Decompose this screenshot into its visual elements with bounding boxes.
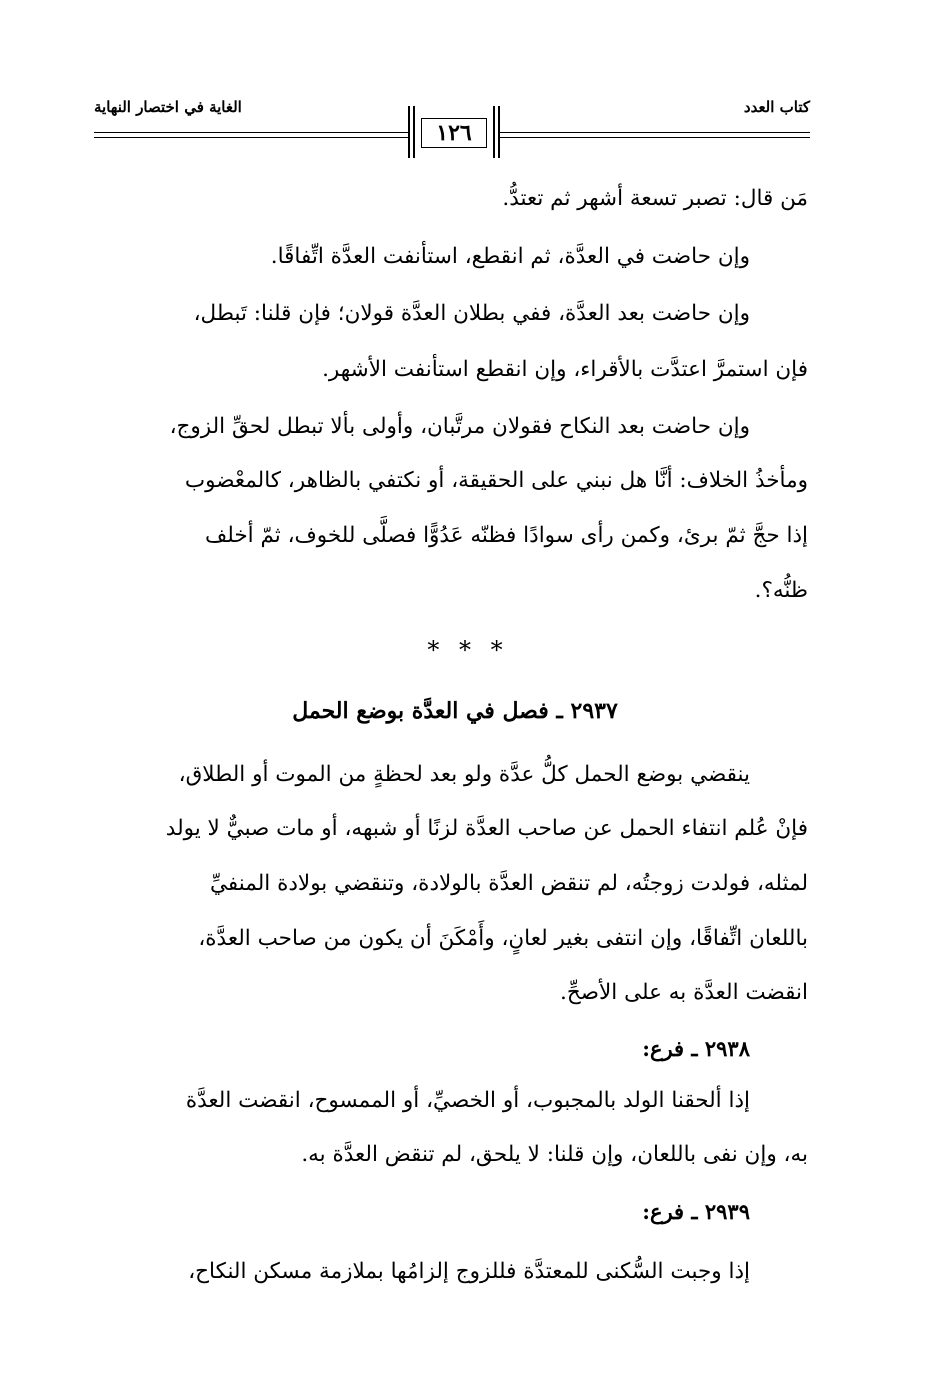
page-number-frame (408, 106, 500, 158)
text-line: وإن حاضت بعد النكاح فقولان مرتَّبان، وأولى بألا تبطل لحقِّ الزوج، (169, 414, 750, 439)
branch-title: ٢٩٣٩ ـ فرع: (642, 1199, 750, 1224)
text-line: إذا وجبت السُّكنى للمعتدَّة فللزوج إلزامُها بملازمة مسكن النكاح، (188, 1259, 750, 1284)
section-separator: * * * (427, 636, 509, 664)
text-line: ظنُّه؟. (754, 578, 808, 603)
text-line: مَن قال: تصبر تسعة أشهر ثم تعتدُّ. (502, 186, 808, 211)
chapter-title: كتاب العدد (743, 98, 810, 116)
text-line: وإن حاضت بعد العدَّة، ففي بطلان العدَّة قولان؛ فإن قلنا: تَبطل، (193, 301, 750, 326)
text-line: لمثله، فولدت زوجتُه، لم تنقض العدَّة بالولادة، وتنقضي بولادة المنفيِّ (210, 871, 808, 896)
text-line: وإن حاضت في العدَّة، ثم انقطع، استأنفت العدَّة اتِّفاقًا. (270, 244, 750, 269)
branch-title: ٢٩٣٨ ـ فرع: (642, 1036, 750, 1061)
text-line: انقضت العدَّة به على الأصحِّ. (560, 980, 808, 1005)
text-line: ينقضي بوضع الحمل كلُّ عدَّة ولو بعد لحظةٍ من الموت أو الطلاق، (178, 762, 750, 787)
text-line: إذا ألحقنا الولد بالمجبوب، أو الخصيِّ، أو الممسوح، انقضت العدَّة (185, 1088, 750, 1113)
text-line: ومأخذُ الخلاف: أنَّا هل نبني على الحقيقة، أو نكتفي بالظاهر، كالمعْضوب (184, 468, 808, 493)
text-line: إذا حجَّ ثمّ برئ، وكمن رأى سوادًا فظنّه عَدُوًّا فصلَّى للخوف، ثمّ أخلف (204, 523, 808, 548)
book-title: الغاية في اختصار النهاية (94, 98, 242, 116)
page-number: ١٢٦ (421, 118, 487, 148)
section-heading: ٢٩٣٧ ـ فصل في العدَّة بوضع الحمل (292, 698, 618, 724)
text-line: فإنْ عُلم انتفاء الحمل عن صاحب العدَّة لزنًا أو شبهه، أو مات صبيٌّ لا يولد (165, 816, 808, 841)
text-line: به، وإن نفى باللعان، وإن قلنا: لا يلحق، لم تنقض العدَّة به. (301, 1142, 808, 1167)
text-line: فإن استمرَّ اعتدَّت بالأقراء، وإن انقطع استأنفت الأشهر. (322, 357, 808, 382)
text-line: باللعان اتِّفاقًا، وإن انتفى بغير لعانٍ، وأَمْكَنَ أن يكون من صاحب العدَّة، (198, 926, 808, 951)
running-header (94, 96, 810, 162)
